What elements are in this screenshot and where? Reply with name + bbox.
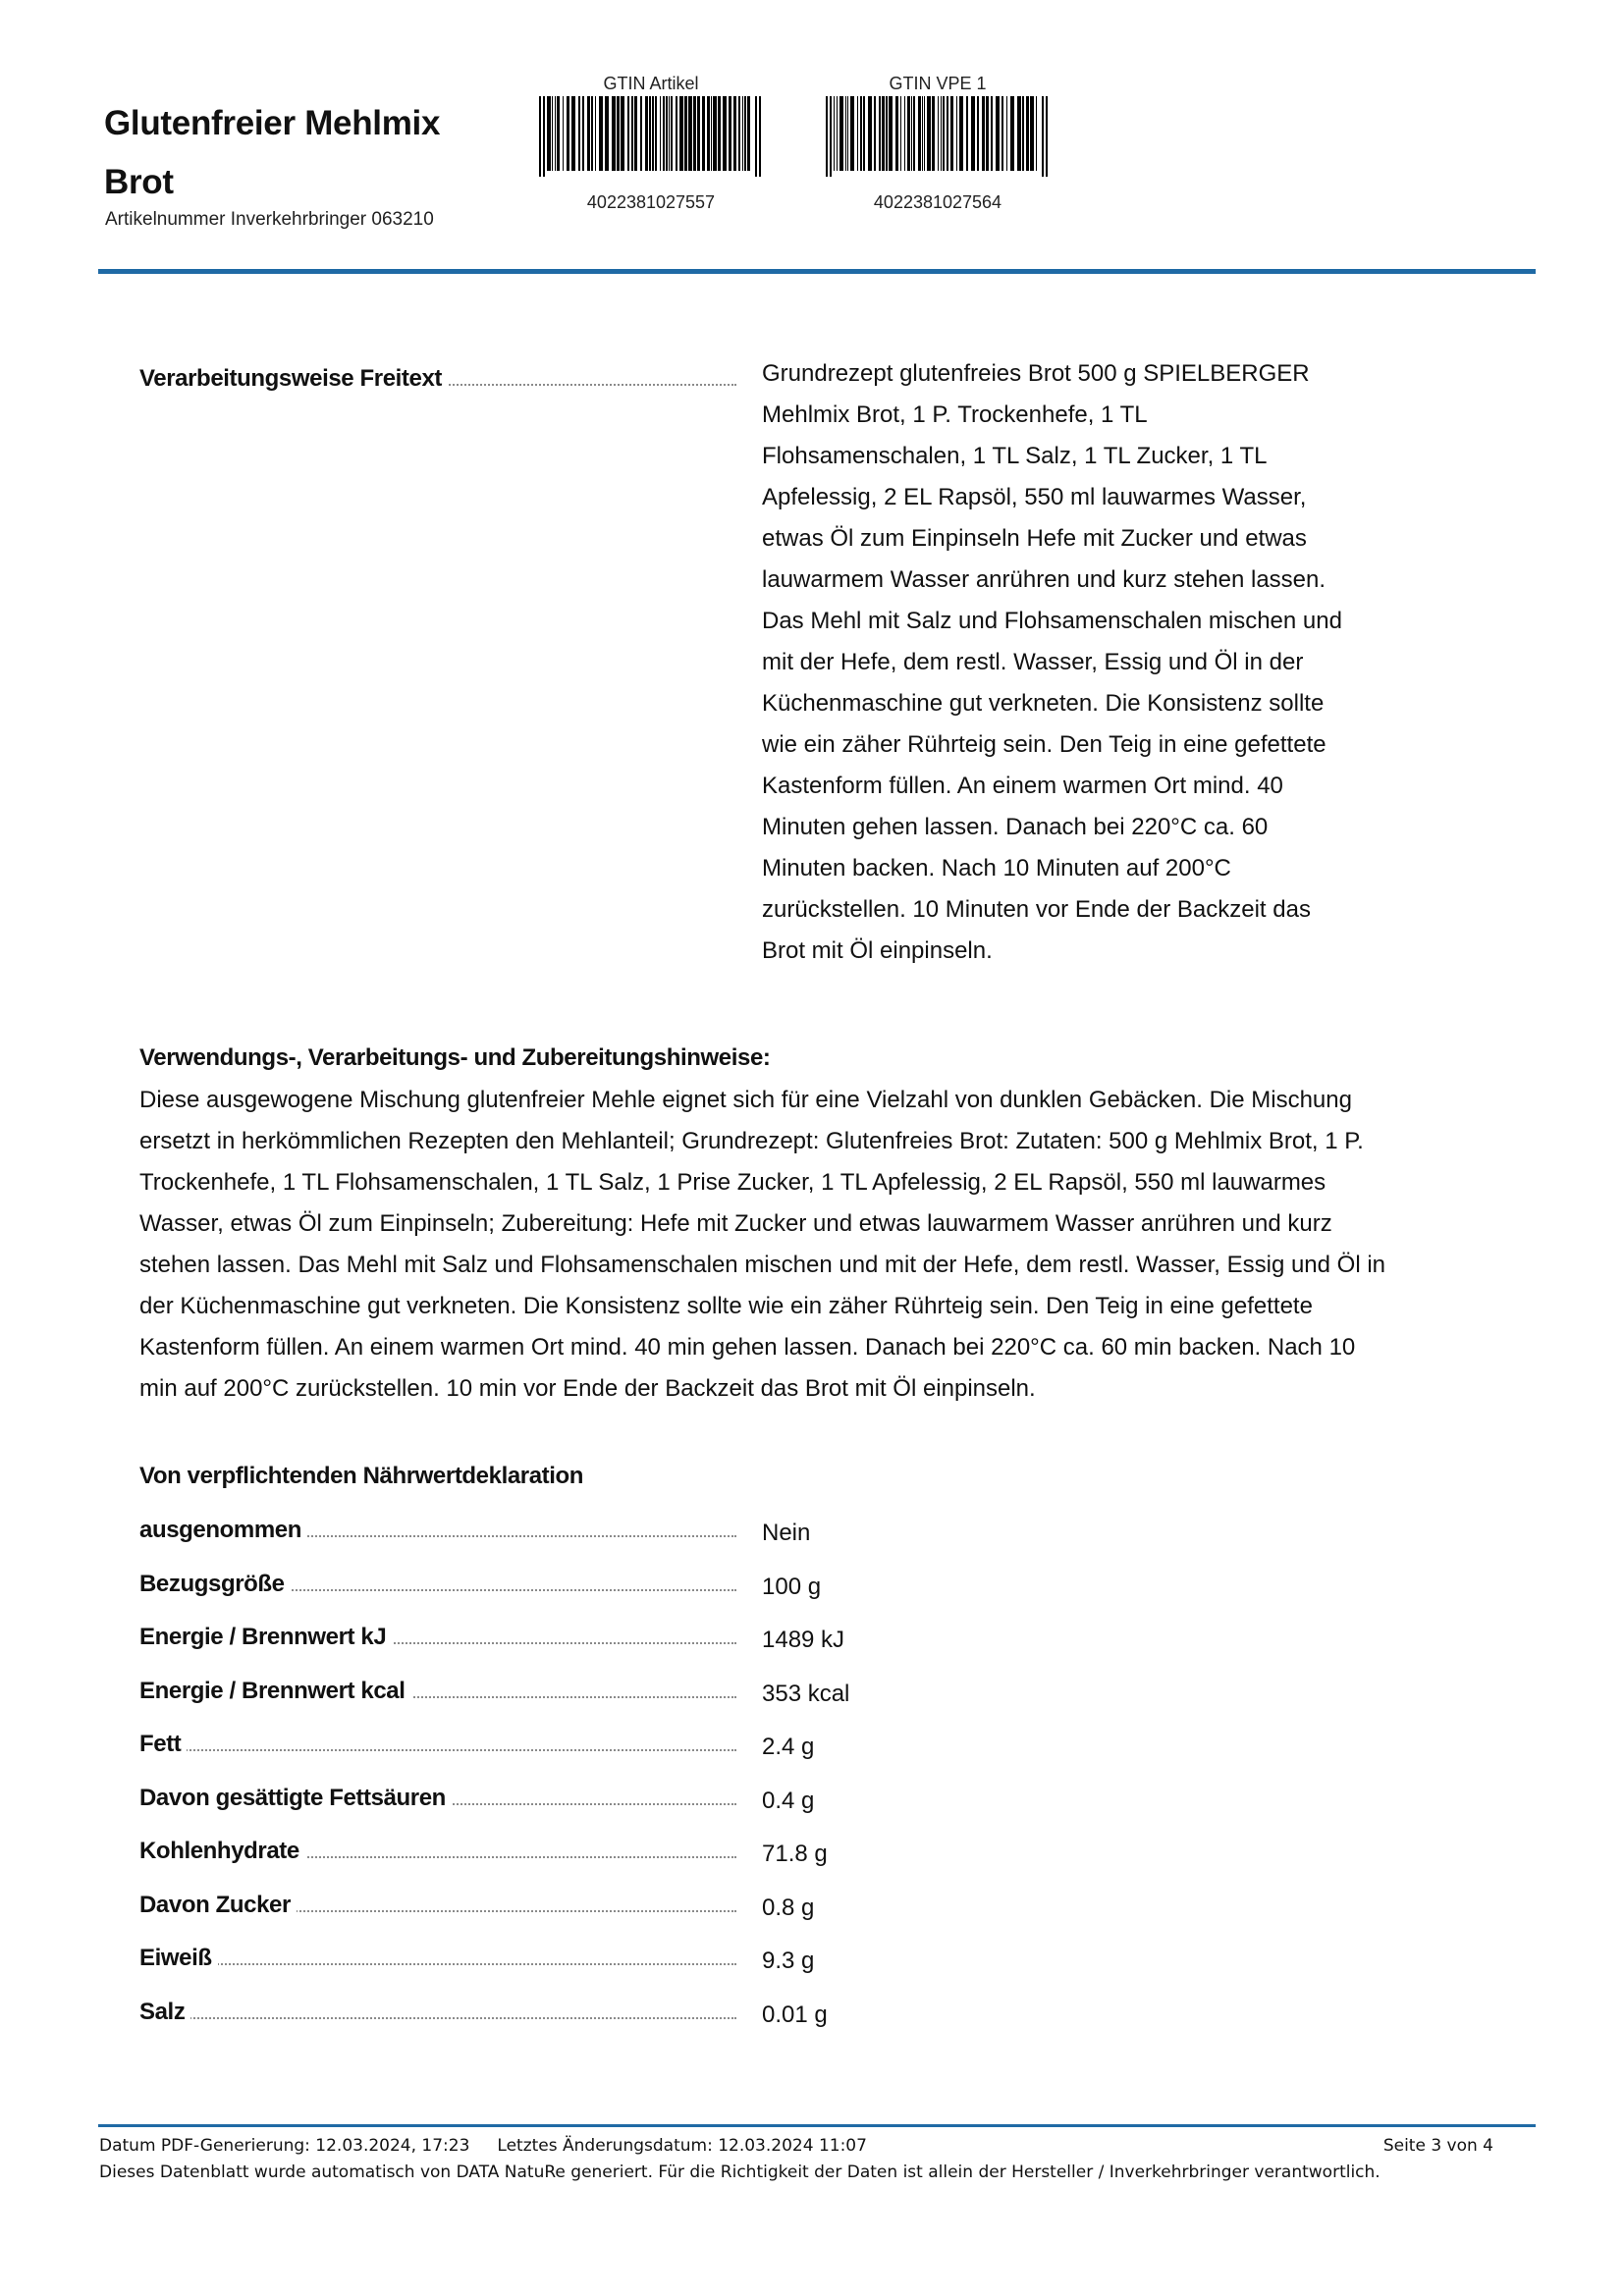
barcode-label: GTIN Artikel [603, 74, 699, 93]
freitext-value: Grundrezept glutenfreies Brot 500 g SPIELBERGER Mehlmix Brot, 1 P. Trockenhefe, 1 TL Flohsamenschalen, 1 TL Salz, 1 TL Zucker, 1 TL Apfelessig, 2 EL Rapsöl, 550 ml lauwarmes Wasser, etwas Öl zum Einpinseln Hefe mit Zucker und etwas lauwarmem Wasser anrühren und kurz stehen lassen. Das Mehl mit Salz und Flohsamenschalen mischen und mit der Hefe, dem restl. Wasser, Essig und Öl in der Küchenmaschine gut verkneten. Die Konsistenz sollte wie ein zäher Rührteig sein. Den Teig in eine gefettete Kastenform füllen. An einem warmen Ort mind. 40 Minuten gehen lassen. Danach bei 220°C ca. 60 Minuten backen. Nach 10 Minuten auf 200°C zurückstellen. 10 Minuten vor Ende der Backzeit das Brot mit Öl einpinseln. [762, 360, 1342, 964]
nutrition-row-label [139, 1571, 736, 1598]
field-label: Kohlenhydrate [139, 1838, 305, 1864]
nutrition-row-label [139, 1624, 736, 1651]
nutrition-row-value: 100 g [762, 1574, 822, 1600]
nutrition-row-value: 1489 kJ [762, 1627, 845, 1653]
hinweise-heading: Verwendungs-, Verarbeitungs- und Zubereitungshinweise: [139, 1044, 771, 1071]
hinweise-text: Diese ausgewogene Mischung glutenfreier Mehle eignet sich für eine Vielzahl von dunklen Gebäcken. Die Mischung ersetzt in herkömmlichen Rezepten den Mehlanteil; Grundrezept: Glutenfreies Brot: Zutaten: 500 g Mehlmix Brot, 1 P. Trockenhefe, 1 TL Flohsamenschalen, 1 TL Salz, 1 Prise Zucker, 1 TL Apfelessig, 2 EL Rapsöl, 550 ml lauwarmes Wasser, etwas Öl zum Einpinseln; Zubereitung: Hefe mit Zucker und etwas lauwarmem Wasser anrühren und kurz stehen lassen. Das Mehl mit Salz und Flohsamenschalen mischen und mit der Hefe, dem restl. Wasser, Essig und Öl in der Küchenmaschine gut verkneten. Die Konsistenz sollte wie ein zäher Rührteig sein. Den Teig in eine gefettete Kastenform füllen. An einem warmen Ort mind. 40 min gehen lassen. Danach bei 220°C ca. 60 min backen. Nach 10 min auf 200°C zurückstellen. 10 min vor Ende der Backzeit das Brot mit Öl einpinseln. [139, 1087, 1386, 1402]
nutrition-row-value: Nein [762, 1520, 811, 1546]
barcode-gtin-artikel [533, 71, 769, 213]
leader-dots [139, 1749, 736, 1751]
leader-dots [139, 1963, 736, 1965]
nutrition-row-label [139, 1785, 736, 1812]
barcode-icon [537, 96, 765, 177]
nutrition-row-label [139, 1731, 736, 1758]
freitext-label-row [139, 365, 736, 393]
field-label: Salz [139, 1999, 190, 2025]
field-label: Eiweiß [139, 1945, 218, 1971]
generation-date: Datum PDF-Generierung: 12.03.2024, 17:23 [99, 2136, 470, 2156]
field-label: ausgenommen [139, 1517, 307, 1543]
field-label: Energie / Brennwert kcal [139, 1678, 411, 1704]
document-footer [99, 2132, 1493, 2185]
field-label: Bezugsgröße [139, 1571, 291, 1597]
nutrition-row-value: 71.8 g [762, 1841, 828, 1867]
field-label: Davon Zucker [139, 1892, 297, 1918]
barcode-number: 4022381027564 [873, 192, 1002, 212]
nutrition-row-value: 353 kcal [762, 1681, 850, 1707]
nutrition-row-value: 0.01 g [762, 2002, 828, 2028]
nutrition-row-label [139, 1892, 736, 1919]
nutrition-row-label [139, 1838, 736, 1865]
barcode-label: GTIN VPE 1 [889, 74, 987, 93]
nutrition-row-value: 0.4 g [762, 1788, 815, 1814]
nutrition-row-label [139, 1517, 736, 1544]
nutrition-row-label [139, 1945, 736, 1972]
page-number: Seite 3 von 4 [1382, 2136, 1493, 2156]
document-header [0, 0, 1624, 275]
barcode-number: 4022381027557 [586, 192, 716, 212]
naehrwert-heading: Von verpflichtenden Nährwertdeklaration [139, 1463, 584, 1489]
nutrition-row-value: 2.4 g [762, 1734, 815, 1760]
product-title: Glutenfreier Mehlmix Brot [104, 104, 441, 201]
leader-dots [139, 2017, 736, 2019]
change-date: Letztes Änderungsdatum: 12.03.2024 11:07 [497, 2136, 867, 2156]
disclaimer: Dieses Datenblatt wurde automatisch von DATA NatuRe generiert. Für die Richtigkeit der Daten ist allein der Hersteller / Inverkehrbringer verantwortlich. [99, 2163, 1380, 2182]
field-label: Verarbeitungsweise Freitext [139, 365, 448, 392]
footer-divider [98, 2124, 1536, 2127]
barcode-gtin-vpe [820, 71, 1056, 213]
barcode-icon [824, 96, 1052, 177]
article-number: Artikelnummer Inverkehrbringer 063210 [105, 209, 434, 230]
field-label: Davon gesättigte Fettsäuren [139, 1785, 452, 1811]
field-label: Fett [139, 1731, 187, 1757]
header-divider [98, 269, 1536, 274]
nutrition-row-value: 9.3 g [762, 1948, 815, 1974]
nutrition-row-value: 0.8 g [762, 1895, 815, 1921]
nutrition-row-label [139, 1678, 736, 1705]
nutrition-row-label [139, 1999, 736, 2026]
field-label: Energie / Brennwert kJ [139, 1624, 392, 1650]
